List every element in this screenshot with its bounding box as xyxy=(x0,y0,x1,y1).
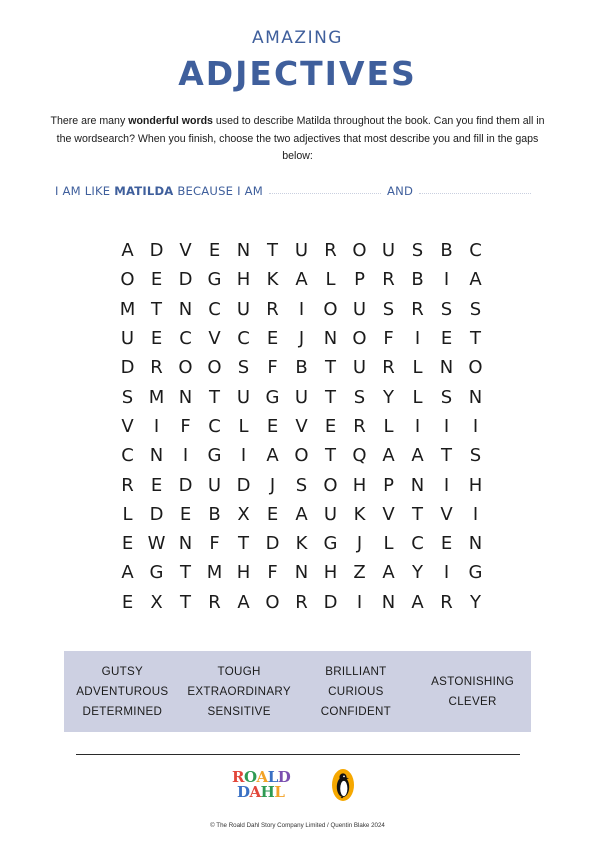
wordsearch-cell[interactable]: G xyxy=(265,386,280,408)
wordsearch-cell[interactable]: E xyxy=(266,415,279,437)
word-list-item: CLEVER xyxy=(448,694,497,708)
wordsearch-cell[interactable]: L xyxy=(325,269,336,291)
word-list-item: DETERMINED xyxy=(82,704,163,718)
wordsearch-cell[interactable]: C xyxy=(411,533,424,555)
wordsearch-cell[interactable]: A xyxy=(237,591,250,613)
wordsearch-cell[interactable]: C xyxy=(208,298,221,320)
word-list-item: EXTRAORDINARY xyxy=(187,684,291,698)
wordsearch-cell[interactable]: X xyxy=(150,591,163,613)
wordsearch-cell[interactable]: T xyxy=(180,562,191,584)
wordsearch-cell[interactable]: E xyxy=(150,474,163,496)
wordsearch-cell[interactable]: S xyxy=(469,298,482,320)
wordsearch-cell[interactable]: I xyxy=(414,328,421,350)
wordsearch-cell[interactable]: I xyxy=(356,591,363,613)
wordsearch-cell[interactable]: H xyxy=(236,562,251,584)
wordsearch-cell[interactable]: C xyxy=(208,415,221,437)
wordsearch-cell[interactable]: N xyxy=(236,240,251,262)
wordsearch-cell[interactable]: V xyxy=(382,503,395,525)
wordsearch-cell[interactable]: I xyxy=(153,415,160,437)
wordsearch-cell[interactable]: F xyxy=(209,533,220,555)
footer-divider xyxy=(76,754,520,755)
logo-letter: H xyxy=(260,783,275,801)
wordsearch-cell[interactable]: E xyxy=(150,269,163,291)
wordsearch-cell[interactable]: R xyxy=(208,591,221,613)
wordsearch-cell[interactable]: D xyxy=(149,240,164,262)
wordsearch-cell[interactable]: A xyxy=(469,269,482,291)
wordsearch-cell[interactable]: I xyxy=(240,445,247,467)
answer-gap-2[interactable] xyxy=(419,192,531,194)
wordsearch-cell[interactable]: B xyxy=(440,240,453,262)
wordsearch-cell[interactable]: V xyxy=(121,415,134,437)
wordsearch-cell[interactable]: X xyxy=(237,503,250,525)
wordsearch-cell[interactable]: I xyxy=(443,415,450,437)
wordsearch-cell[interactable]: I xyxy=(298,298,305,320)
wordsearch-cell[interactable]: O xyxy=(120,269,135,291)
wordsearch-cell[interactable]: B xyxy=(295,357,308,379)
intro-text-start: There are many xyxy=(50,115,129,127)
wordsearch-cell[interactable]: H xyxy=(323,562,338,584)
wordsearch-cell[interactable]: U xyxy=(207,474,222,496)
wordsearch-cell[interactable]: N xyxy=(323,328,338,350)
word-list-column xyxy=(181,662,298,722)
wordsearch-cell[interactable]: R xyxy=(266,298,279,320)
wordsearch-cell[interactable]: T xyxy=(325,445,336,467)
wordsearch-cell[interactable]: I xyxy=(443,269,450,291)
roald-dahl-logo xyxy=(232,770,290,800)
wordsearch-cell[interactable]: Y xyxy=(412,562,423,584)
wordsearch-cell[interactable]: A xyxy=(411,445,424,467)
wordsearch-cell[interactable]: U xyxy=(236,298,251,320)
intro-paragraph xyxy=(45,113,550,166)
wordsearch-cell[interactable]: H xyxy=(468,474,483,496)
wordsearch-cell[interactable]: P xyxy=(354,269,365,291)
intro-text-end: used to describe Matilda throughout the book. Can you find them all in the wordsearch? When you finish, choose the two adjectives that most describe you and fill in the gaps below: xyxy=(56,115,545,162)
logo-letter: D xyxy=(277,768,291,786)
wordsearch-cell[interactable]: G xyxy=(468,562,483,584)
wordsearch-cell[interactable]: E xyxy=(440,328,453,350)
wordsearch-cell[interactable]: C xyxy=(469,240,482,262)
wordsearch-grid[interactable] xyxy=(113,236,490,617)
wordsearch-cell[interactable]: D xyxy=(323,591,338,613)
wordsearch-cell[interactable]: N xyxy=(149,445,164,467)
wordsearch-cell[interactable]: R xyxy=(353,415,366,437)
wordsearch-cell[interactable]: A xyxy=(121,240,134,262)
wordsearch-cell[interactable]: T xyxy=(441,445,452,467)
wordsearch-cell[interactable]: Z xyxy=(353,562,366,584)
wordsearch-cell[interactable]: R xyxy=(440,591,453,613)
wordsearch-cell[interactable]: U xyxy=(352,357,367,379)
wordsearch-cell[interactable]: N xyxy=(439,357,454,379)
dahl-logo-line xyxy=(232,785,290,800)
wordsearch-cell[interactable]: V xyxy=(295,415,308,437)
logo-letter: A xyxy=(249,783,261,801)
prompt-and: AND xyxy=(386,184,414,198)
wordsearch-cell[interactable]: N xyxy=(178,533,193,555)
logo-letter: L xyxy=(274,783,285,801)
word-list-item: BRILLIANT xyxy=(325,664,387,678)
wordsearch-cell[interactable]: U xyxy=(352,298,367,320)
wordsearch-cell[interactable]: Q xyxy=(352,445,367,467)
wordsearch-cell[interactable]: M xyxy=(206,562,223,584)
wordsearch-cell[interactable]: V xyxy=(179,240,192,262)
copyright-notice: © The Roald Dahl Story Company Limited / Quentin Blake 2024 xyxy=(210,822,385,829)
wordsearch-cell[interactable]: C xyxy=(179,328,192,350)
wordsearch-cell[interactable]: F xyxy=(267,357,278,379)
word-list-column xyxy=(298,662,415,722)
wordsearch-cell[interactable]: W xyxy=(147,533,166,555)
wordsearch-cell[interactable]: R xyxy=(324,240,337,262)
wordsearch-cell[interactable]: A xyxy=(295,269,308,291)
wordsearch-cell[interactable]: L xyxy=(383,415,394,437)
wordsearch-cell[interactable]: D xyxy=(178,269,193,291)
wordsearch-cell[interactable]: I xyxy=(443,474,450,496)
word-list-item: TOUGH xyxy=(217,664,261,678)
wordsearch-cell[interactable]: E xyxy=(121,533,134,555)
wordsearch-cell[interactable]: N xyxy=(178,386,193,408)
wordsearch-cell[interactable]: M xyxy=(148,386,165,408)
wordsearch-cell[interactable]: S xyxy=(237,357,250,379)
wordsearch-cell[interactable]: U xyxy=(236,386,251,408)
wordsearch-cell[interactable]: E xyxy=(121,591,134,613)
wordsearch-cell[interactable]: D xyxy=(178,474,193,496)
wordsearch-cell[interactable]: R xyxy=(411,298,424,320)
wordsearch-cell[interactable]: S xyxy=(411,240,424,262)
wordsearch-cell[interactable]: F xyxy=(383,328,394,350)
wordsearch-cell[interactable]: C xyxy=(121,445,134,467)
wordsearch-cell[interactable]: N xyxy=(468,386,483,408)
fill-in-prompt xyxy=(55,184,545,198)
wordsearch-cell[interactable]: R xyxy=(382,269,395,291)
wordsearch-cell[interactable]: U xyxy=(120,328,135,350)
wordsearch-cell[interactable]: O xyxy=(178,357,193,379)
wordsearch-cell[interactable]: D xyxy=(120,357,135,379)
wordsearch-cell[interactable]: L xyxy=(412,386,423,408)
wordsearch-cell[interactable]: T xyxy=(209,386,220,408)
wordsearch-cell[interactable]: H xyxy=(352,474,367,496)
wordsearch-cell[interactable]: G xyxy=(207,445,222,467)
wordsearch-cell[interactable]: K xyxy=(353,503,366,525)
wordsearch-cell[interactable]: O xyxy=(468,357,483,379)
wordsearch-cell[interactable]: E xyxy=(179,503,192,525)
wordsearch-cell[interactable]: J xyxy=(356,533,363,555)
wordsearch-cell[interactable]: E xyxy=(324,415,337,437)
wordsearch-cell[interactable]: A xyxy=(266,445,279,467)
answer-gap-1[interactable] xyxy=(269,192,381,194)
wordsearch-cell[interactable]: N xyxy=(410,474,425,496)
wordsearch-cell[interactable]: A xyxy=(382,562,395,584)
wordsearch-cell[interactable]: S xyxy=(382,298,395,320)
wordsearch-cell[interactable]: G xyxy=(207,269,222,291)
wordsearch-cell[interactable]: A xyxy=(295,503,308,525)
wordsearch-cell[interactable]: A xyxy=(121,562,134,584)
wordsearch-cell[interactable]: I xyxy=(182,445,189,467)
intro-emphasis: wonderful words xyxy=(128,115,213,127)
wordsearch-cell[interactable]: B xyxy=(411,269,424,291)
logo-letter: O xyxy=(243,768,257,786)
wordsearch-cell[interactable]: K xyxy=(295,533,308,555)
word-list-item: CONFIDENT xyxy=(320,704,392,718)
wordsearch-cell[interactable]: N xyxy=(178,298,193,320)
wordsearch-cell[interactable]: E xyxy=(150,328,163,350)
word-list-box xyxy=(64,651,531,732)
wordsearch-cell[interactable]: I xyxy=(414,415,421,437)
wordsearch-cell[interactable]: O xyxy=(352,240,367,262)
wordsearch-cell[interactable]: C xyxy=(237,328,250,350)
wordsearch-cell[interactable]: I xyxy=(472,503,479,525)
wordsearch-cell[interactable]: O xyxy=(294,445,309,467)
wordsearch-cell[interactable]: B xyxy=(208,503,221,525)
wordsearch-cell[interactable]: H xyxy=(236,269,251,291)
wordsearch-cell[interactable]: D xyxy=(149,503,164,525)
word-list-item: ASTONISHING xyxy=(431,674,515,688)
wordsearch-cell[interactable]: U xyxy=(381,240,396,262)
word-list-item: SENSITIVE xyxy=(207,704,271,718)
prompt-middle: BECAUSE I AM xyxy=(173,184,263,198)
wordsearch-cell[interactable]: U xyxy=(294,240,309,262)
wordsearch-cell[interactable]: N xyxy=(294,562,309,584)
wordsearch-cell[interactable]: U xyxy=(323,503,338,525)
wordsearch-cell[interactable]: O xyxy=(352,328,367,350)
wordsearch-cell[interactable]: G xyxy=(149,562,164,584)
wordsearch-cell[interactable]: S xyxy=(469,445,482,467)
wordsearch-cell[interactable]: E xyxy=(266,503,279,525)
logo-letter: D xyxy=(237,783,250,801)
word-list-item: ADVENTUROUS xyxy=(76,684,169,698)
wordsearch-cell[interactable]: T xyxy=(412,503,423,525)
logo-letter: L xyxy=(267,768,278,786)
wordsearch-cell[interactable]: T xyxy=(267,240,278,262)
wordsearch-cell[interactable]: E xyxy=(266,328,279,350)
wordsearch-cell[interactable]: A xyxy=(411,591,424,613)
wordsearch-cell[interactable]: O xyxy=(323,474,338,496)
wordsearch-cell[interactable]: F xyxy=(267,562,278,584)
wordsearch-cell[interactable]: D xyxy=(236,474,251,496)
wordsearch-cell[interactable]: A xyxy=(382,445,395,467)
wordsearch-cell[interactable]: U xyxy=(294,386,309,408)
prompt-lead: I AM LIKE xyxy=(55,184,115,198)
wordsearch-cell[interactable]: I xyxy=(443,562,450,584)
wordsearch-cell[interactable]: R xyxy=(150,357,163,379)
wordsearch-cell[interactable]: R xyxy=(382,357,395,379)
wordsearch-cell[interactable]: J xyxy=(298,328,305,350)
wordsearch-cell[interactable]: G xyxy=(323,533,338,555)
wordsearch-cell[interactable]: P xyxy=(383,474,394,496)
wordsearch-cell[interactable]: N xyxy=(381,591,396,613)
wordsearch-cell[interactable]: T xyxy=(325,386,336,408)
wordsearch-cell[interactable]: Y xyxy=(383,386,394,408)
wordsearch-cell[interactable]: L xyxy=(238,415,249,437)
wordsearch-cell[interactable]: R xyxy=(121,474,134,496)
word-list-column xyxy=(64,662,181,722)
header-kicker: AMAZING xyxy=(252,28,343,48)
wordsearch-cell[interactable]: L xyxy=(383,533,394,555)
wordsearch-cell[interactable]: S xyxy=(295,474,308,496)
wordsearch-cell[interactable]: D xyxy=(265,533,280,555)
prompt-name: MATILDA xyxy=(114,184,174,198)
wordsearch-cell[interactable]: S xyxy=(440,386,453,408)
wordsearch-cell[interactable]: O xyxy=(265,591,280,613)
page-title: ADJECTIVES xyxy=(178,54,417,93)
wordsearch-cell[interactable]: E xyxy=(440,533,453,555)
word-list-column xyxy=(414,672,531,712)
wordsearch-cell[interactable]: L xyxy=(412,357,423,379)
logo-letter: A xyxy=(256,768,268,786)
wordsearch-cell[interactable]: L xyxy=(122,503,133,525)
wordsearch-cell[interactable]: S xyxy=(121,386,134,408)
wordsearch-cell[interactable]: T xyxy=(238,533,249,555)
wordsearch-cell[interactable]: S xyxy=(353,386,366,408)
word-list-item: GUTSY xyxy=(101,664,144,678)
wordsearch-cell[interactable]: T xyxy=(325,357,336,379)
wordsearch-cell[interactable]: O xyxy=(323,298,338,320)
wordsearch-cell[interactable]: N xyxy=(468,533,483,555)
wordsearch-cell[interactable]: O xyxy=(207,357,222,379)
wordsearch-cell[interactable]: T xyxy=(180,591,191,613)
wordsearch-cell[interactable]: Y xyxy=(470,591,481,613)
wordsearch-cell[interactable]: I xyxy=(472,415,479,437)
word-list-item: CURIOUS xyxy=(328,684,384,698)
penguin-books-icon xyxy=(331,768,355,807)
wordsearch-cell[interactable]: V xyxy=(208,328,221,350)
wordsearch-cell[interactable]: E xyxy=(208,240,221,262)
wordsearch-cell[interactable]: M xyxy=(119,298,136,320)
wordsearch-cell[interactable]: J xyxy=(269,474,276,496)
wordsearch-cell[interactable]: K xyxy=(266,269,279,291)
wordsearch-cell[interactable]: V xyxy=(440,503,453,525)
wordsearch-cell[interactable]: T xyxy=(151,298,162,320)
wordsearch-cell[interactable]: S xyxy=(440,298,453,320)
logo-letter: R xyxy=(232,768,244,786)
wordsearch-cell[interactable]: T xyxy=(470,328,481,350)
wordsearch-cell[interactable]: R xyxy=(295,591,308,613)
wordsearch-cell[interactable]: F xyxy=(180,415,191,437)
